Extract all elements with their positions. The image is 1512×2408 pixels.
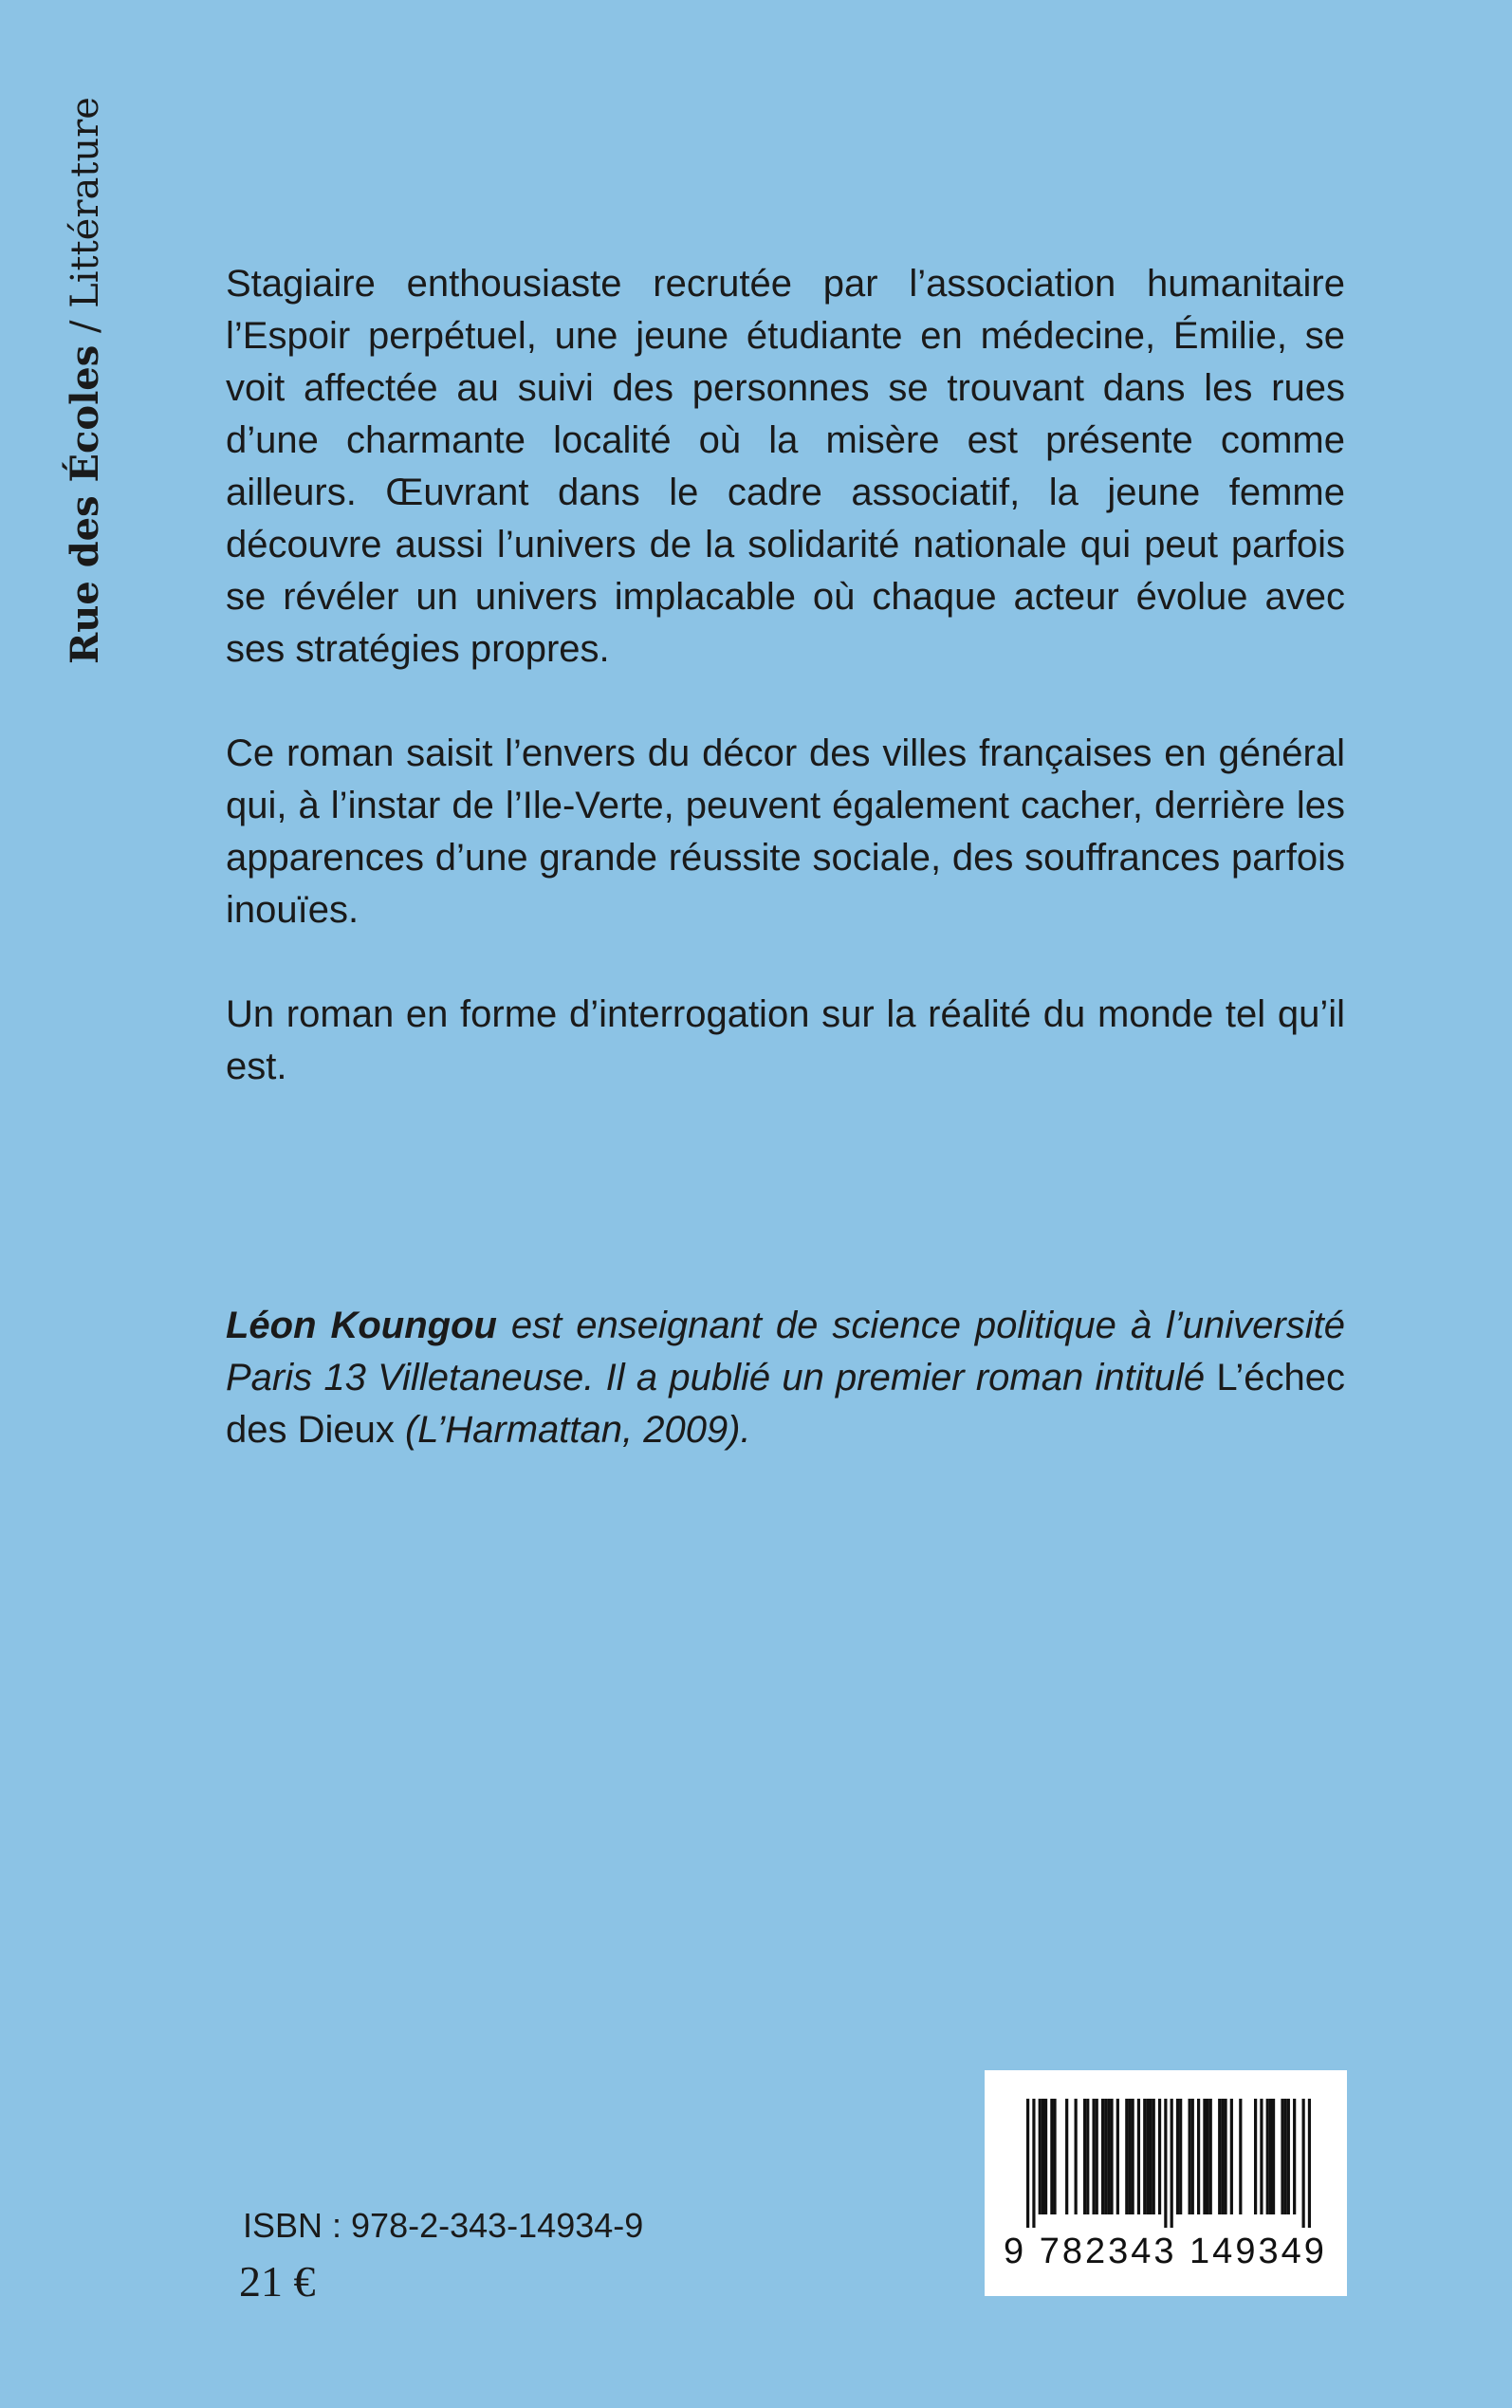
barcode-bar [1230, 2099, 1233, 2214]
barcode-bar [1206, 2099, 1208, 2214]
barcode-bar [1128, 2099, 1131, 2214]
barcode-bar [1308, 2099, 1311, 2228]
author-name: Léon Koungou [226, 1305, 497, 1346]
bio-text-2: (L’Harmattan, 2009). [394, 1409, 751, 1451]
barcode-bar [1221, 2099, 1224, 2214]
barcode-bar [1110, 2099, 1113, 2214]
barcode [985, 2070, 1347, 2296]
barcode-bar [1287, 2099, 1290, 2214]
barcode-bar [1026, 2099, 1029, 2228]
barcode-bar [1116, 2099, 1119, 2214]
barcode-bar [1146, 2099, 1149, 2214]
barcode-bar [1266, 2099, 1269, 2214]
barcode-bar [1132, 2099, 1134, 2214]
barcode-bar [1125, 2099, 1128, 2214]
barcode-bar [1254, 2099, 1257, 2214]
barcode-bar [1293, 2099, 1296, 2214]
barcode-bar [1260, 2099, 1263, 2214]
blurb-paragraph-2: Ce roman saisit l’envers du décor des villes françaises en général qui, à l’instar de l’Ile-Verte, peuvent également cacher, derrière les apparences d’une grande réussite sociale, des souffrances parfois inouïes. [226, 732, 1345, 931]
barcode-bar [1272, 2099, 1275, 2214]
isbn: ISBN : 978-2-343-14934-9 [243, 2206, 644, 2245]
blurb [226, 258, 1345, 1145]
previous-book-title: L’échec des Dieux [226, 1357, 1345, 1451]
spine-separator: / [64, 307, 107, 345]
barcode-bar [1191, 2099, 1194, 2214]
barcode-bar [1179, 2099, 1182, 2214]
barcode-bar [1092, 2099, 1095, 2214]
barcode-bar [1104, 2099, 1107, 2214]
barcode-bar [1218, 2099, 1221, 2214]
barcode-bar [1209, 2099, 1212, 2214]
barcode-bar [1083, 2099, 1086, 2214]
spine-label [63, 97, 108, 664]
author-bio [226, 1300, 1345, 1456]
category-name: Littérature [64, 97, 107, 308]
price: 21 € [239, 2257, 316, 2306]
barcode-bar [1086, 2099, 1089, 2214]
barcode-digits: 9 782343 149349 [1004, 2232, 1327, 2271]
barcode-bar [1284, 2099, 1287, 2214]
barcode-bar [1171, 2099, 1173, 2228]
barcode-bar [1065, 2099, 1068, 2214]
barcode-bar [1281, 2099, 1283, 2214]
blurb-paragraph-3: Un roman en forme d’interrogation sur la réalité du monde tel qu’il est. [226, 993, 1345, 1087]
barcode-bar [1152, 2099, 1155, 2214]
barcode-bar [1032, 2099, 1035, 2228]
barcode-bar [1203, 2099, 1206, 2214]
barcode-bar [1197, 2099, 1200, 2214]
barcode-bar [1189, 2099, 1191, 2214]
barcode-bar [1149, 2099, 1152, 2214]
barcode-bar [1143, 2099, 1146, 2214]
barcode-bars [1026, 2099, 1311, 2228]
barcode-bar [1039, 2099, 1042, 2214]
barcode-bar [1176, 2099, 1179, 2214]
barcode-bar [1158, 2099, 1161, 2214]
barcode-bar [1164, 2099, 1167, 2228]
barcode-bar [1042, 2099, 1044, 2214]
barcode-bar [1050, 2099, 1053, 2214]
barcode-bar [1044, 2099, 1047, 2214]
bio-text-1: est enseignant de science politique à l’université Paris 13 Villetaneuse. Il a publié un premier roman intitulé [226, 1305, 1345, 1398]
blurb-paragraph-1: Stagiaire enthousiaste recrutée par l’association humanitaire l’Espoir perpétuel, une jeune étudiante en médecine, Émilie, se voit affectée au suivi des personnes se trouvant dans les rues d’une charmante localité où la misère est présente comme ailleurs. Œuvrant dans le cadre associatif, la jeune femme découvre aussi l’univers de la solidarité nationale qui peut parfois se révéler un univers implacable où chaque acteur évolue avec ses stratégies propres. [226, 263, 1345, 670]
barcode-bar [1137, 2099, 1140, 2214]
barcode-bar [1053, 2099, 1056, 2214]
series-name: Rue des Écoles [63, 344, 107, 664]
barcode-bar [1269, 2099, 1272, 2214]
barcode-bar [1224, 2099, 1226, 2214]
barcode-bar [1075, 2099, 1078, 2214]
barcode-bar [1096, 2099, 1098, 2214]
barcode-bar [1107, 2099, 1110, 2214]
barcode-bar [1302, 2099, 1305, 2228]
barcode-bar [1101, 2099, 1104, 2214]
barcode-bar [1239, 2099, 1242, 2214]
